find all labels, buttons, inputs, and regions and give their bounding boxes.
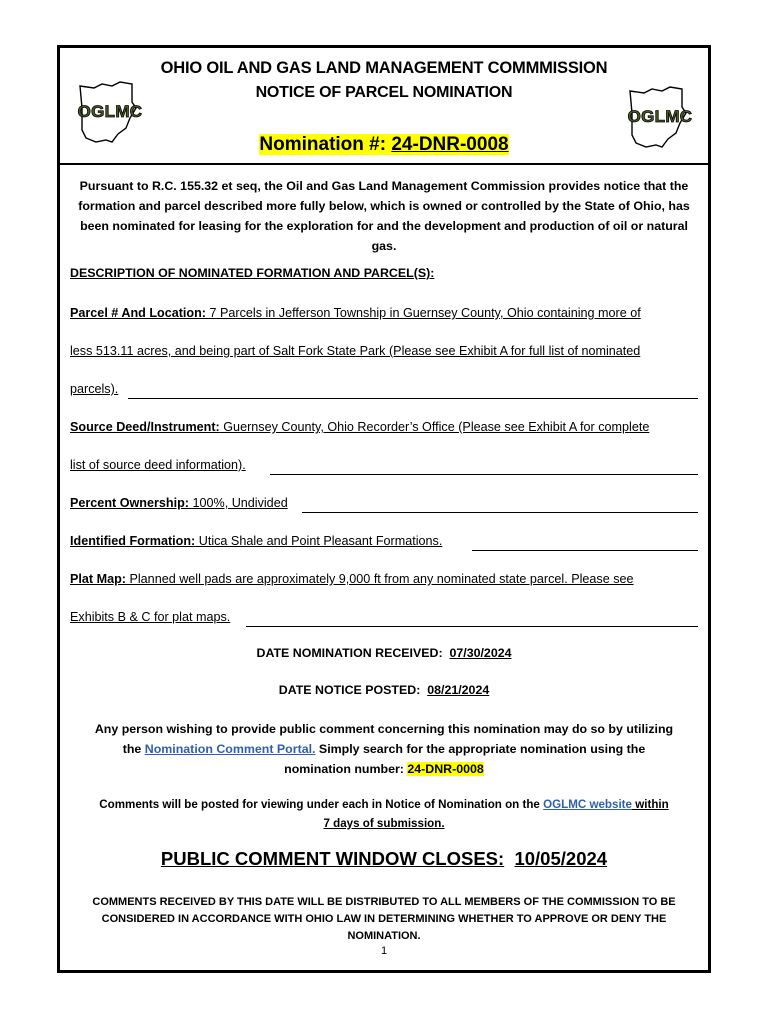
page-number: 1 <box>380 945 388 957</box>
formation-label: Identified Formation: <box>70 534 196 548</box>
section-heading: DESCRIPTION OF NOMINATED FORMATION AND PARCEL(S): <box>70 266 435 280</box>
comment-line-1: Any person wishing to provide public comment concerning this nomination may do so by utilizing <box>94 722 674 736</box>
parcel-label: Parcel # And Location: <box>70 306 206 320</box>
comment-nomination-number: 24-DNR-0008 <box>407 762 484 776</box>
formation-field <box>70 522 698 560</box>
posting-note-pre: Comments will be posted for viewing under each in Notice of Nomination on the <box>99 798 544 811</box>
comment-line-2-post: Simply search for the appropriate nomination using the <box>315 742 646 756</box>
nomination-comment-portal-link[interactable]: Nomination Comment Portal. <box>144 742 316 756</box>
ownership-field <box>70 484 698 522</box>
date-posted-value: 08/21/2024 <box>427 683 490 697</box>
plat-field <box>70 560 698 636</box>
ownership-value: 100%, Undivided <box>188 496 288 510</box>
source-line-2: list of source deed information). <box>70 458 246 472</box>
date-received-value: 07/30/2024 <box>449 646 512 660</box>
notice-frame <box>57 45 711 973</box>
commission-title: OHIO OIL AND GAS LAND MANAGEMENT COMMMISSION <box>160 59 608 77</box>
comment-instructions <box>70 719 698 779</box>
nomination-label: Nomination #: <box>259 134 392 155</box>
notice-header <box>60 48 708 165</box>
intro-paragraph: Pursuant to R.C. 155.32 et seq, the Oil and Gas Land Management Commission provides notice that the formation and parcel described more fully below, which is owned or controlled by the State of Ohio, has been nominated for leasing for the exploration for and the development and production of oil or natural gas. <box>78 179 690 253</box>
comment-line-2-pre: the <box>122 742 145 756</box>
nomination-number: 24-DNR-0008 <box>391 134 509 155</box>
public-window-label: PUBLIC COMMENT WINDOW CLOSES: <box>160 848 505 869</box>
oglmc-website-link[interactable]: OGLMC website <box>543 798 632 811</box>
date-posted-label: DATE NOTICE POSTED: <box>278 683 421 697</box>
public-window-date: 10/05/2024 <box>514 848 608 869</box>
comment-line-3: nomination number: <box>284 762 408 776</box>
source-label: Source Deed/Instrument: <box>70 420 220 434</box>
source-line-1: Guernsey County, Ohio Recorder’s Office (Please see Exhibit A for complete <box>219 420 650 434</box>
plat-label: Plat Map: <box>70 572 126 586</box>
parcel-line-2: less 513.11 acres, and being part of Salt Fork State Park (Please see Exhibit A for full list of nominated <box>70 344 641 358</box>
date-posted <box>60 683 708 697</box>
posting-note-post: within <box>632 798 669 811</box>
ownership-label: Percent Ownership: <box>70 496 189 510</box>
date-received-label: DATE NOMINATION RECEIVED: <box>256 646 443 660</box>
oglmc-logo-right <box>622 83 698 153</box>
formation-value: Utica Shale and Point Pleasant Formations. <box>195 534 443 548</box>
parcel-line-1: 7 Parcels in Jefferson Township in Guernsey County, Ohio containing more of <box>206 306 641 320</box>
plat-line-2: Exhibits B & C for plat maps. <box>70 610 231 624</box>
public-comment-window <box>60 848 708 870</box>
notice-title: NOTICE OF PARCEL NOMINATION <box>255 84 513 101</box>
logo-text: OGLMC <box>77 102 143 121</box>
final-notice: COMMENTS RECEIVED BY THIS DATE WILL BE DISTRIBUTED TO ALL MEMBERS OF THE COMMISSION TO BE CONSIDERED IN ACCORDANCE WITH OHIO LAW IN DETERMINING WHETHER TO APPROVE OR DENY THE NOMINATION. <box>92 896 676 942</box>
parcel-line-3: parcels). <box>70 382 119 396</box>
posting-note-line-2: 7 days of submission. <box>323 817 445 830</box>
date-received <box>60 646 708 660</box>
logo-text: OGLMC <box>627 107 693 126</box>
posting-note <box>66 795 702 833</box>
source-field <box>70 408 698 484</box>
plat-line-1: Planned well pads are approximately 9,000 ft from any nominated state parcel. Please see <box>125 572 634 586</box>
nomination-number-line <box>60 134 708 156</box>
parcel-field <box>70 294 698 408</box>
